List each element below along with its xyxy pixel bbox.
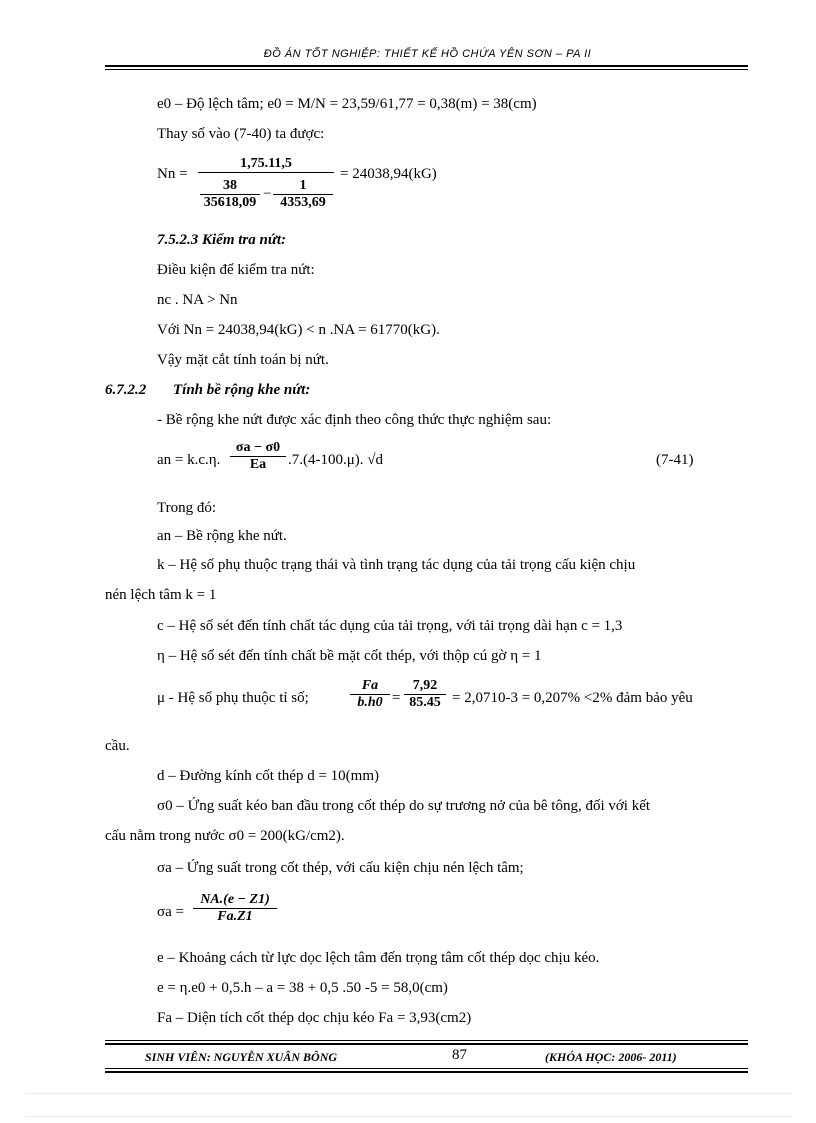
substitute-line: Thay số vào (7-40) ta được: [157, 126, 325, 142]
an-definition: an – Bề rộng khe nứt. [157, 528, 287, 544]
sigmaa-num: NA.(e − Z1) [200, 892, 270, 907]
sigmaa-den: Fa.Z1 [217, 909, 253, 924]
an-denominator: Ea [249, 457, 267, 472]
mu-right: = 2,0710-3 = 0,207% <2% đảm bảo yêu [452, 690, 693, 706]
sigmaa-left: σa = [157, 904, 184, 920]
nn-sub2-denominator: 4353,69 [280, 195, 326, 210]
header-rule-thick [105, 65, 748, 67]
where-line: Trong đó: [157, 500, 217, 516]
e-calculation: e = η.e0 + 0,5.h – a = 38 + 0,5 .50 -5 = 58,0(cm) [157, 980, 448, 996]
bottom-dotted-line [25, 1093, 791, 1094]
nn-label: Nn = [157, 166, 188, 182]
crack-inequality: nc . NA > Nn [157, 292, 238, 308]
an-numerator: σa − σ0 [235, 440, 281, 455]
nn-numerator: 1,75.11,5 [240, 156, 292, 171]
sigma0-definition-cont: cấu nằm trong nước σ0 = 200(kG/cm2). [105, 828, 345, 844]
d-definition: d – Đường kính cốt thép d = 10(mm) [157, 768, 379, 784]
footer-course: (KHÓA HỌC: 2006- 2011) [545, 1050, 677, 1064]
header-rule-thin [105, 69, 748, 70]
section-number: 6.7.2.2 [105, 382, 147, 398]
crack-width-intro: - Bề rộng khe nứt được xác định theo công thức thực nghiệm sau: [157, 412, 552, 428]
crack-condition-line: Điều kiện để kiểm tra nứt: [157, 262, 315, 278]
crack-conclusion: Vậy mặt cắt tính toán bị nứt. [157, 352, 329, 368]
footer-rule-thick [105, 1043, 748, 1045]
eta-definition: η – Hệ số sét đến tính chất bề mặt cốt thép, với thộp cú gờ η = 1 [157, 648, 542, 664]
mu-left: μ - Hệ số phụ thuộc tỉ số; [157, 690, 309, 706]
footer-student: SINH VIÊN: NGUYỄN XUÂN BÔNG [145, 1050, 338, 1064]
bottom-dotted-line-2 [25, 1116, 791, 1117]
nn-minus: − [263, 186, 272, 202]
mu-f2-den: 85.45 [409, 695, 441, 710]
sigmaa-definition: σa – Ứng suất trong cốt thép, với cấu kiện chịu nén lệch tâm; [157, 860, 524, 876]
mu-f2-num: 7,92 [412, 678, 438, 693]
mu-fraction-2 [404, 678, 446, 711]
k-definition: k – Hệ số phụ thuộc trạng thái và tình trạng tác dụng của tải trọng cấu kiện chịu [157, 557, 636, 573]
nn-result: = 24038,94(kG) [340, 166, 437, 182]
page-header-title: ĐỒ ÁN TỐT NGHIỆP: THIẾT KẾ HỒ CHỨA YÊN SƠN – PA II [263, 48, 592, 60]
nn-sub-fraction-1 [200, 178, 260, 211]
nn-fraction [198, 156, 334, 173]
section-heading-crack-check: 7.5.2.3 Kiểm tra nứt: [157, 232, 286, 248]
page-number: 87 [452, 1047, 467, 1063]
k-definition-cont: nén lệch tâm k = 1 [105, 587, 217, 603]
nn-sub1-numerator: 38 [223, 178, 237, 193]
an-formula-left: an = k.c.η. [157, 452, 221, 468]
footer-bottom-rule [105, 1068, 748, 1069]
nn-sub-fraction-2 [273, 178, 333, 211]
fa-definition: Fa – Diện tích cốt thép dọc chịu kéo Fa = 3,93(cm2) [157, 1010, 472, 1026]
equation-number: (7-41) [656, 452, 694, 468]
nn-fraction-bar [198, 172, 334, 173]
e-definition: e – Khoảng cách từ lực dọc lệch tâm đến trọng tâm cốt thép dọc chịu kéo. [157, 950, 600, 966]
section-heading-crack-width: Tính bề rộng khe nứt: [173, 382, 311, 398]
footer-rule-thin [105, 1040, 748, 1041]
sigma0-definition: σ0 – Ứng suất kéo ban đầu trong cốt thép do sự trương nở của bê tông, đối với kết [157, 798, 651, 814]
an-formula-right: .7.(4-100.μ). √d [288, 452, 384, 468]
footer-bottom-rule-thick [105, 1071, 748, 1073]
sigmaa-fraction [193, 892, 277, 925]
crack-values-line: Với Nn = 24038,94(kG) < n .NA = 61770(kG). [157, 322, 440, 338]
mu-f1-num: Fa [361, 678, 379, 693]
eccentricity-line: e0 – Độ lệch tâm; e0 = M/N = 23,59/61,77 = 0,38(m) = 38(cm) [157, 96, 537, 112]
an-fraction [230, 440, 286, 473]
mu-fraction-1 [350, 678, 390, 711]
mu-f1-den: b.h0 [357, 695, 383, 710]
c-definition: c – Hệ số sét đến tính chất tác dụng của tải trọng, với tải trọng dài hạn c = 1,3 [157, 618, 623, 634]
requirement-cont: cầu. [105, 738, 130, 754]
mu-equals: = [392, 690, 401, 706]
nn-sub1-denominator: 35618,09 [203, 195, 257, 210]
nn-sub2-numerator: 1 [299, 178, 307, 193]
